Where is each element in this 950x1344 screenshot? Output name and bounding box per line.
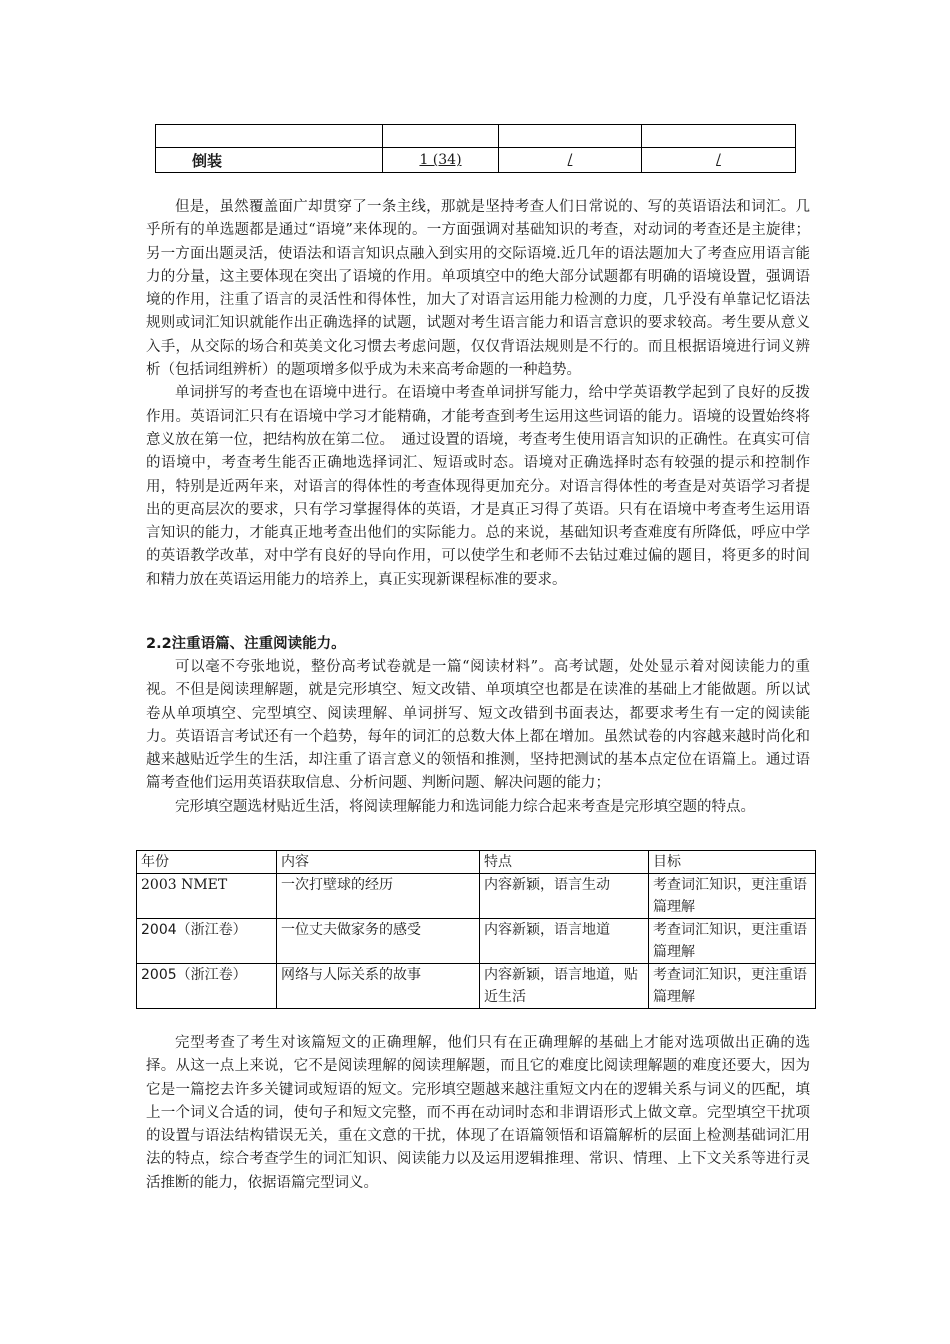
table-cell: 内容新颖，语言地道，贴近生活	[480, 964, 649, 1009]
paragraph: 完形填空题选材贴近生活，将阅读理解能力和选词能力综合起来考查是完形填空题的特点。	[175, 798, 755, 815]
table-cell: 考查词汇知识，更注重语篇理解	[649, 964, 816, 1009]
table-cell: 考查词汇知识，更注重语篇理解	[649, 919, 816, 964]
table-cell: 内容新颖，语言生动	[480, 874, 649, 919]
column-header: 内容	[277, 851, 480, 874]
table-cell: 一位丈夫做家务的感受	[277, 919, 480, 964]
paragraph: 但是，虽然覆盖面广却贯穿了一条主线，那就是坚持考查人们日常说的、写的英语语法和词汇。几乎所有的单选题都是通过“语境”来体现的。一方面强调对基础知识的考查，对动词的考查还是主旋律；另一方面出题灵活，使语法和语言知识点融入到实用的交际语境.近几年的语法题加大了考查应用语言能力的分量，这主要体现在突出了语境的作用。单项填空中的绝大部分试题都有明确的语境设置，强调语境的作用，注重了语言的灵活性和得体性，加大了对语言运用能力检测的力度，几乎没有单靠记忆语法规则或词汇知识就能作出正确选择的试题，试题对考生语言能力和语言意识的要求较高。考生要从意义入手，从交际的场合和英美文化习惯去考虑问题，仅仅背语法规则是不行的。而且根据语境进行词义辨析（包括词组辨析）的题项增多似乎成为未来高考命题的一种趋势。	[146, 199, 810, 379]
column-header: 年份	[137, 851, 277, 874]
table-row	[156, 148, 796, 173]
grammar-table	[155, 124, 796, 173]
cell-value: 1 (34)	[419, 152, 462, 168]
row-label: 倒装	[156, 148, 383, 173]
body-text-3	[146, 1032, 810, 1195]
table-cell: 2003 NMET	[137, 874, 277, 919]
paragraph: 完型考查了考生对该篇短文的正确理解，他们只有在正确理解的基础上才能对选项做出正确的选择。从这一点上来说，它不是阅读理解的阅读理解题，而且它的难度比阅读理解题的难度还要大，因为它是一篇挖去许多关键词或短语的短文。完形填空题越来越注重短文内在的逻辑关系与词义的匹配，填上一个词义合适的词，使句子和短文完整，而不再在动词时态和非谓语形式上做文章。完型填空干扰项的设置与语法结构错误无关，重在文意的干扰，体现了在语篇领悟和语篇解析的层面上检测基础词汇用法的特点，综合考查学生的词汇知识、阅读能力以及运用逻辑推理、常识、情理、上下文关系等进行灵活推断的能力，依据语篇完型词义。	[146, 1035, 810, 1191]
table-cell: 网络与人际关系的故事	[277, 964, 480, 1009]
table-row	[137, 964, 816, 1009]
cell-value: /	[716, 152, 721, 168]
paragraph: 单词拼写的考查也在语境中进行。在语境中考查单词拼写能力，给中学英语教学起到了良好的反拨作用。英语词汇只有在语境中学习才能精确，才能考查到考生运用这些词语的能力。语境的设置始终将意义放在第一位，把结构放在第二位。 通过设置的语境，考查考生使用语言知识的正确性。在真实可信的语境中，考查考生能否正确地选择词汇、短语或时态。语境对正确选择时态有较强的提示和控制作用，特别是近两年来，对语言的得体性的考查体现得更加充分。对语言得体性的考查是对英语学习者提出的更高层次的要求，只有学习掌握得体的英语，才是真正习得了英语。只有在语境中考查考生运用语言知识的能力，才能真正地考查出他们的实际能力。总的来说，基础知识考查难度有所降低，呼应中学的英语教学改革，对中学有良好的导向作用，可以使学生和老师不去钻过难过偏的题目，将更多的时间和精力放在英语运用能力的培养上，真正实现新课程标准的要求。	[146, 385, 810, 588]
table-cell: 2005（浙江卷）	[137, 964, 277, 1009]
table-cell: 2004（浙江卷）	[137, 919, 277, 964]
table-cell: 内容新颖，语言地道	[480, 919, 649, 964]
paragraph: 可以毫不夸张地说，整份高考试卷就是一篇“阅读材料”。高考试题，处处显示着对阅读能力的重视。不但是阅读理解题，就是完形填空、短文改错、单项填空也都是在读准的基础上才能做题。所以试卷从单项填空、完型填空、阅读理解、单词拼写、短文改错到书面表达，都要求考生有一定的阅读能力。英语语言考试还有一个趋势，每年的词汇的总数大体上都在增加。虽然试卷的内容越来越时尚化和越来越贴近学生的生活，却注重了语言意义的领悟和推测，坚持把测试的基本点定位在语篇上。通过语篇考查他们运用英语获取信息、分析问题、判断问题、解决问题的能力；	[146, 659, 810, 792]
table-header-row	[137, 851, 816, 874]
cloze-table	[136, 850, 816, 1009]
body-text-2	[146, 656, 810, 819]
section-heading: 2.2注重语篇、注重阅读能力。	[146, 636, 346, 652]
column-header: 目标	[649, 851, 816, 874]
table-row	[137, 874, 816, 919]
cell-value: /	[567, 152, 573, 168]
table-row	[137, 919, 816, 964]
table-cell: 考查词汇知识，更注重语篇理解	[649, 874, 816, 919]
column-header: 特点	[480, 851, 649, 874]
body-text-1	[146, 196, 810, 592]
table-cell: 一次打壁球的经历	[277, 874, 480, 919]
table-row	[156, 125, 796, 148]
